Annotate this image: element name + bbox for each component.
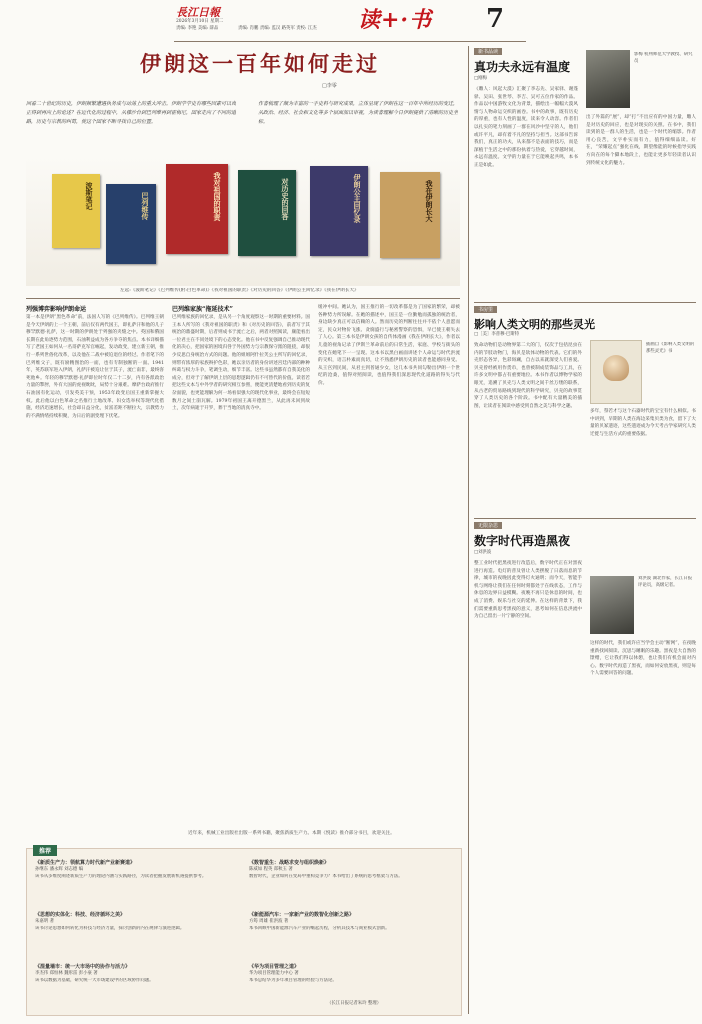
article1-col2-text: 巴列维家族的回忆录，是从另一个角度观察这一时期的重要材料。国王本人所写的《我对祖国的职责》和《对历史的回答》，前者写于其统治的鼎盛时期，后者则成书于流亡之后，两者对照阅读，颇能看出一位君主在不同处境下的心态变化。他在书中反复强调自己推动现代化的决心，把国家的困境归咎于外国势力与宗教保守派的阻挠，却很少反思自身统治方式的问题。他的姐姐阿什拉芙公主所写的回忆录，则带有浓厚的家族辩护色彩，她以亲历者的身份讲述宫廷内部的种种纠葛与权力斗争，笔调生动，细节丰富。这些书虽然都有自我美化的成分，但对于了解伊朗上层的思想逻辑仍有不可替代的价值。读者若把这些文本与中外学者的研究相互参照，便能更清楚地看到历史的复杂面貌，也更能理解为何一场看似强大的现代化事业，最终会在短短数月之间土崩瓦解。1979年初国王离开德黑兰，从此再未回到故土，次年病逝于开罗，葬于当地的清真寺中。 bbox=[172, 315, 310, 412]
article2-title: 真功夫永远有温度 bbox=[474, 60, 571, 74]
recommend-item: 《思想的实体化：科技、经济循环之美》 朱嘉明 著 该书讨论思想如何转化为科技与经济力量，探讨创新的内在规律与演进逻辑。 bbox=[35, 912, 185, 931]
recommend-item: 《新质生产力：领航算力时代新产业新赛道》 孙继东 潘永辉 刘志德 编 该书从多维度阐述新质生产力的理论内涵与实践路径，为读者把握发展新机遇提供参考。 bbox=[35, 860, 207, 879]
article3-byline: □［美］李普穆·巴斯特 bbox=[474, 332, 520, 337]
book-cover-illustration bbox=[590, 340, 642, 404]
lead-byline: □李零 bbox=[322, 83, 337, 89]
article4-text-continued: 这样的时代，我们或许应当学会主动“断网”，在夜晚重新找回阅读、沉思与睡眠的乐趣。黑夜是大自然的馈赠，它让我们得以休憩，也让我们有机会面对内心。数字时代再造了黑夜，而如何安放黑夜，则是每个人需要回答的问题。 bbox=[590, 641, 696, 677]
book-covers-photo bbox=[26, 156, 460, 286]
recommend-footer: （长江日报记者朱玲 整理） bbox=[327, 1001, 382, 1006]
article4-byline: □刘洪波 bbox=[474, 550, 492, 555]
recommend-item: 《新能源汽车：一家新产业的数智化创新之路》 方筠 周雄 崔洪波 著 本书回顾中国新能源汽车产业的崛起历程，分析其技术与商业模式创新。 bbox=[249, 912, 390, 931]
recommend-item: 《混量墙市：统一大市场中的协作与活力》 李杰伟 郑恒林 魏彤雷 彭小豪 著 该书以数据为基础，研究统一大市场建设中的区域协作问题。 bbox=[35, 964, 154, 983]
article3-kicker: 书房里 bbox=[474, 306, 497, 313]
article1-col2-heading: 巴列维家族“拖延技术” bbox=[172, 306, 233, 313]
article4-author-note: 刘洪波 湖北作家，长江日报评论员，高级记者。 bbox=[638, 576, 693, 588]
section-logo bbox=[358, 3, 468, 41]
article2-text: 《雕人：风起大漠》汇聚了李志先、吴家驿、谢蓬驿、吴田、张世琴、李吉、吴可五位作家的作品。作品以中国游牧文化为背景，描绘出一幅幅大漠风情与人物命运交织的画卷。书中的故事，既有历史的厚重，也有人性的温度，读来令人动容。作者们以扎实的笔力刻画了一群在风沙中坚守的人，他们或许平凡，却有着不凡的坚持与担当。这部书告诉我们，真正的功夫，从来都不是表面的技巧，而是深植于生活之中的那份执着与热爱，它穿越时间，永远有温度。文学的力量在于它能唤起共鸣，本书正是如此。 bbox=[474, 87, 578, 168]
recommend-item: 《数智重生：战略求变与组织焕新》 陈威如 程英 郑秋玉 著 数智时代，企业如何在变局中重构竞争力？本书给出了系统的思考框架与方法。 bbox=[249, 860, 403, 879]
book-cover-3: 我对祖国的职责 bbox=[166, 164, 228, 254]
lead-intro-right: 作者梳理了颇为丰富的一手史料与研究成果，立体呈现了伊朗在这一百年中所经历的变迁，从政治、经济、社会和文化等多个层面加以审视，为读者理解今日伊朗提供了清晰的历史坐标。 bbox=[258, 101, 458, 125]
article2-kicker: 新书品读 bbox=[474, 48, 502, 55]
article3-caption: 插画自《影响人类文明的那些灵光》书 bbox=[646, 342, 695, 354]
page-number: 7 bbox=[486, 4, 505, 34]
article1-footnote: 近年来，机械工业出版社出版一系列书籍，聚焦新质生产力。本期《悦读》推介部分书目，欢迎关注。 bbox=[188, 831, 395, 836]
author-photo-liuhongbo bbox=[590, 576, 634, 634]
book-cover-2: 巴列维传 bbox=[106, 184, 156, 264]
lead-intro-left: 回看二十世纪的历史，伊朗频繁遭遇执务成与动荡上的重大冲击。伊朗学学史有哪些因素可以真正得到再向上的论述？在近代化的过程中，从穆沙台到巴列维再到霍梅尼，国家走向了不同的道路，历史与宗教的纠葛，使这个国家不断寻找自己的位置。 bbox=[26, 101, 236, 125]
photo-caption: 左起:《波斯笔记》《巴列维传(附:白色革命)》《我对祖国的职责》《对历史的回答》《伊朗公主回忆录》《我在伊朗长大》 bbox=[120, 288, 359, 293]
recommend-box bbox=[26, 848, 462, 1016]
book-cover-1: 波斯笔记 bbox=[52, 174, 100, 248]
article3-text-continued: 多年，祭若才与这个石器时代的宝宝有什么相似。书中讲到，早期的人类在海边采集贝类为食，留下了大量的贝冢遗迹，这些遗迹成为今天考古学家研究人类迁徙与生活方式的重要依据。 bbox=[590, 409, 696, 437]
article4-text: 整工业时代把黑夜进行改造后，数字时代正在对黑夜进行再造。电灯的普及曾让人类摆脱了日落而息的节律，城市的夜晚因此变得灯火通明；而今天，智能手机与网络让我们在任何时刻都处于在线状态，工作与休息的边界日益模糊。夜晚不再只是休息的时间，也成了消费、娱乐与社交的延伸。在这样的背景下，我们需要重新思考黑夜的意义，思考如何在信息洪流中为自己留出一片宁静的空间。 bbox=[474, 561, 582, 620]
recommend-item: 《华为项目管理之道》 华为项目管理能力中心 著 本书总结华为多年项目管理的经验与方法论。 bbox=[249, 964, 337, 983]
article4-kicker: 无限杂思 bbox=[474, 522, 502, 529]
paper-name: 長江日報 bbox=[176, 6, 220, 19]
article1-col1-heading: 列强博弈影响伊朗命运 bbox=[26, 306, 87, 313]
article2-byline: □刚梅 bbox=[474, 76, 487, 81]
editor-line: 责编: 李艳 美编: 薛品 bbox=[176, 26, 219, 31]
author-photo-guomei bbox=[586, 50, 630, 108]
proof-line: 责编: 肖鹏 责编: 监汉 路英军 责校: 江杰 bbox=[238, 26, 317, 31]
article3-title: 影响人类文明的那些灵光 bbox=[474, 318, 595, 331]
article2-text-continued: 出了外篇的“展”，却“打”不出应有的中国力量，雕人是对历史的回应，也是对现实的关照。在书中，我们读到的是一群人的生活，也是一个时代的缩影。作者用心良苦，文字朴实而有力，值得细细品读。好在，“荣耀起点”强化在线，期望像能的时候指导实践方向在的每个脚本地段上，也能让更多年轻读者认识到传统文化的魅力。 bbox=[586, 115, 696, 166]
section-mark: 读+·书 bbox=[358, 7, 433, 33]
masthead bbox=[0, 0, 702, 44]
article1-col3-text: 缓冲中间。她认为，国王推行的一切改革都是为了国家的繁荣，却被各种势力所误解。在她的描述中，国王是一位勤勉而孤独的统治者，身边缺少真正可以信赖的人。然而历史的判断往往并不依个人意愿而定，民众对物价飞涨、贪腐盛行与秘密警察的恐惧，早已使王朝失去了人心。第三本书是伊朗女孩的自传体漫画《我在伊朗长大》，作者以儿童的视角记录了伊斯兰革命前后的日常生活，家庭、学校与街头的变化在她笔下一一呈现。这本书以黑白画面讲述个人命运与时代洪流的交织，语言朴素而真切，让不熟悉伊朗历史的读者也能感同身受。从王宫到民间，从君主到普通少女，这几本书共同勾勒出伊朗一个世纪的沧桑，值得对照阅读，也值得我们深思现代化道路的得失与代价。 bbox=[318, 305, 460, 386]
lead-title: 伊朗这一百年如何走过 bbox=[140, 51, 380, 76]
article3-text: 致命动物们是动物界第二大的门，仅次于包括昆虫在内的节肢动物门，海贝是软体动物的代表。它们的外壳形态各异，色彩斑斓，自古以来就深受人们喜爱。贝壳曾经被用作货币，也曾被制成装饰品与工具，在许多文明中都占有重要地位。本书作者以博物学家的眼光，追溯了贝壳与人类文明之间千丝万缕的联系，从古老的贸易路线到现代的科学研究，贝壳的故事贯穿了人类历史的各个阶段。书中配有大量精美的插图，让读者在阅读中感受到自然之美与科学之趣。 bbox=[474, 343, 582, 409]
book-cover-6: 我在伊朗长大 bbox=[380, 172, 440, 258]
article2-author-note: 郭梅 杭州师范大学教授、研究员 bbox=[634, 52, 693, 64]
book-cover-5: 伊朗公主回忆录 bbox=[310, 166, 368, 256]
article1-col1-text: 第一本是伊朗“黑色革命”前，法国人写的《巴列维传》。巴列维王朝是今天伊朗的上一个王朝，前后仅有两代国王，即礼萨汗和他的儿子穆罕默德·礼萨，这一时期的伊朗处于列强的夹缝之中。英国和俄国长期在此角逐势力范围，石油利益成为各方争夺的焦点。本书详细描写了老国王如何从一名哥萨克军官崛起，发动政变，建立新王朝，推行一系列世俗化改革，以及他在二战中被迫退位的经过。作者笔下的巴列维父子，既有励精图治的一面，也有专制独断的一面。1941年，英苏联军进入伊朗，礼萨汗被迫让位于其子，流亡南非，最终客死他乡。年轻的穆罕默德·礼萨即位时年仅二十二岁，内有各派政治力量的掣肘，外有大国的虎视眈眈，局势十分艰难。摩萨台政府推行石油国有化运动，引发英美干预，1953年政变后国王重新掌握大权。此后他以白色革命之名推行土地改革、妇女选举权等现代化措施，经济迅速增长，社会却日益分化，贫富差距不断拉大，宗教势力的不满情绪持续积聚，为日后的剧变埋下伏笔。 bbox=[26, 315, 164, 419]
article4-title: 数字时代再造黑夜 bbox=[474, 534, 571, 548]
date-line: 2026年3月10日 星期二 bbox=[176, 19, 224, 24]
book-cover-4: 对历史的回答 bbox=[238, 170, 296, 256]
recommend-heading: 推荐 bbox=[33, 845, 57, 856]
